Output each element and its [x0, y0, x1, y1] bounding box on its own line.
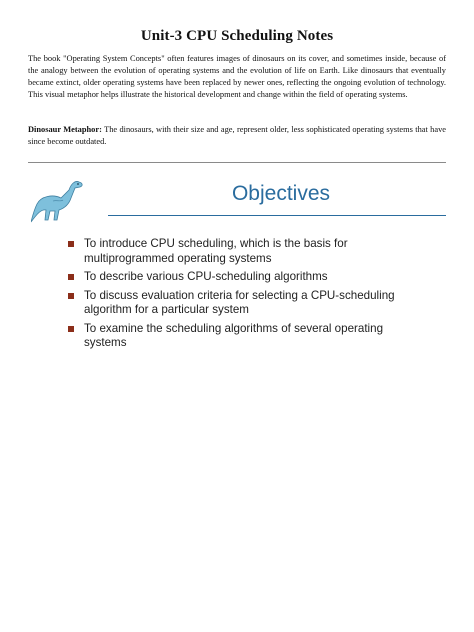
intro-paragraph: The book "Operating System Concepts" often features images of dinosaurs on its cover, and sometimes inside, because of the analogy between the evolution of operating systems and the evolution of life on Earth. Like dinosaurs that eventually became extinct, older operating systems have been replaced by newer ones, reflecting the ongoing evolution of technology. This visual metaphor helps illustrate the historical development and change within the field of operating systems. — [28, 54, 446, 99]
objective-text: To discuss evaluation criteria for selecting a CPU-scheduling algorithm for a particular system — [84, 288, 395, 316]
metaphor-paragraph — [28, 124, 446, 148]
list-item — [68, 237, 398, 266]
section-divider — [28, 162, 446, 163]
slide-title-underline — [108, 215, 446, 216]
objectives-list — [68, 237, 398, 355]
objective-text: To examine the scheduling algorithms of several operating systems — [84, 321, 384, 349]
list-item — [68, 270, 398, 285]
square-bullet-icon — [68, 274, 74, 280]
objectives-slide — [28, 166, 446, 366]
square-bullet-icon — [68, 241, 74, 247]
list-item — [68, 322, 398, 351]
square-bullet-icon — [68, 326, 74, 332]
slide-title: Objectives — [231, 182, 331, 205]
document-title: Unit-3 CPU Scheduling Notes — [140, 28, 334, 44]
list-item — [68, 289, 398, 318]
objective-text: To describe various CPU-scheduling algorithms — [84, 270, 328, 283]
metaphor-text: The dinosaurs, with their size and age, represent older, less sophisticated operating systems that have since become outdated. — [28, 125, 446, 146]
objective-text: To introduce CPU scheduling, which is the basis for multiprogrammed operating systems — [84, 237, 348, 265]
metaphor-label: Dinosaur Metaphor: — [28, 125, 102, 134]
square-bullet-icon — [68, 293, 74, 299]
